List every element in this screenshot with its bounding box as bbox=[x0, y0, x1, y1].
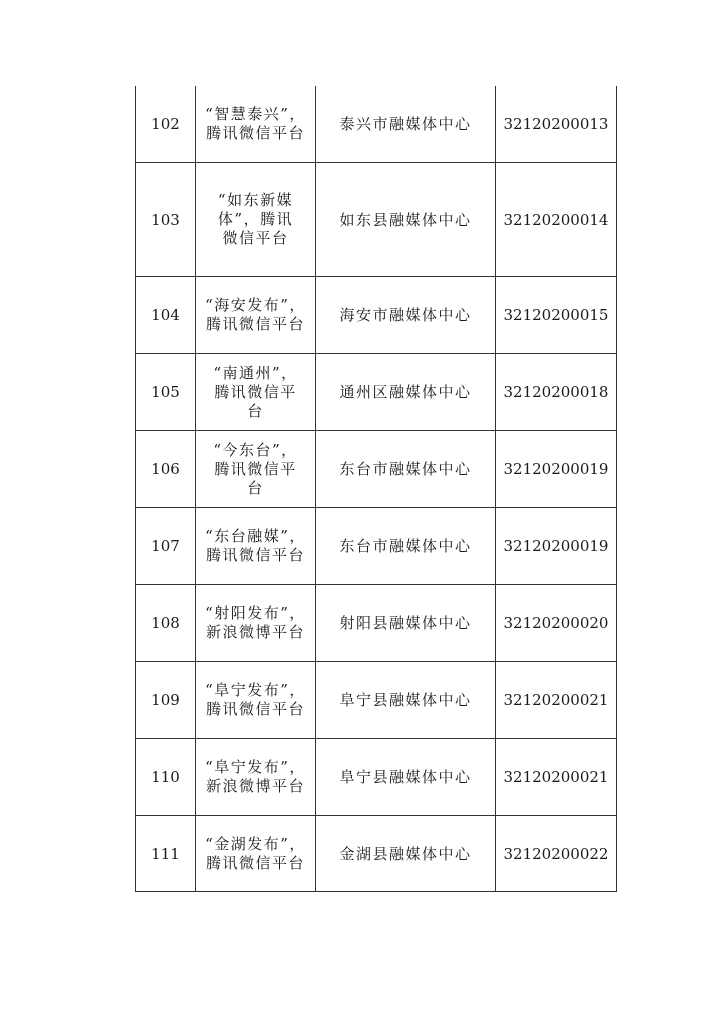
account-name-cell bbox=[196, 354, 316, 431]
account-name-cell bbox=[196, 739, 316, 816]
account-name-text: “海安发布”，腾讯微信平台 bbox=[205, 296, 306, 333]
operator-unit-cell: 阜宁县融媒体中心 bbox=[316, 662, 496, 739]
table-row bbox=[136, 354, 617, 431]
operator-unit-cell: 如东县融媒体中心 bbox=[316, 163, 496, 277]
license-code-cell: 32120200020 bbox=[496, 585, 617, 662]
license-code-cell: 32120200018 bbox=[496, 354, 617, 431]
table-row bbox=[136, 585, 617, 662]
license-code-cell: 32120200022 bbox=[496, 816, 617, 892]
license-code-cell: 32120200021 bbox=[496, 662, 617, 739]
serial-number-cell: 104 bbox=[136, 277, 196, 354]
operator-unit-cell: 东台市融媒体中心 bbox=[316, 508, 496, 585]
operator-unit-cell: 金湖县融媒体中心 bbox=[316, 816, 496, 892]
table-row bbox=[136, 662, 617, 739]
serial-number-cell: 108 bbox=[136, 585, 196, 662]
account-name-cell bbox=[196, 662, 316, 739]
operator-unit-cell: 阜宁县融媒体中心 bbox=[316, 739, 496, 816]
license-code-cell: 32120200013 bbox=[496, 86, 617, 163]
account-name-cell bbox=[196, 277, 316, 354]
account-name-cell bbox=[196, 816, 316, 892]
serial-number-cell: 109 bbox=[136, 662, 196, 739]
operator-unit-cell: 东台市融媒体中心 bbox=[316, 431, 496, 508]
account-name-cell bbox=[196, 431, 316, 508]
table-row bbox=[136, 163, 617, 277]
license-code-cell: 32120200021 bbox=[496, 739, 617, 816]
account-name-text: “金湖发布”，腾讯微信平台 bbox=[205, 834, 306, 872]
account-name-text: “东台融媒”，腾讯微信平台 bbox=[205, 527, 306, 564]
account-name-cell bbox=[196, 86, 316, 163]
table-row bbox=[136, 816, 617, 892]
serial-number-cell: 107 bbox=[136, 508, 196, 585]
serial-number-cell: 106 bbox=[136, 431, 196, 508]
operator-unit-cell: 射阳县融媒体中心 bbox=[316, 585, 496, 662]
serial-number-cell: 111 bbox=[136, 816, 196, 892]
operator-unit-cell: 海安市融媒体中心 bbox=[316, 277, 496, 354]
account-name-text: “如东新媒体”，腾讯微信平台 bbox=[217, 191, 294, 247]
license-code-cell: 32120200019 bbox=[496, 508, 617, 585]
account-name-text: “阜宁发布”，新浪微博平台 bbox=[205, 758, 306, 795]
table-row bbox=[136, 431, 617, 508]
serial-number-cell: 103 bbox=[136, 163, 196, 277]
operator-unit-cell: 泰兴市融媒体中心 bbox=[316, 86, 496, 163]
license-code-cell: 32120200014 bbox=[496, 163, 617, 277]
serial-number-cell: 110 bbox=[136, 739, 196, 816]
table-row bbox=[136, 277, 617, 354]
account-name-cell bbox=[196, 585, 316, 662]
account-name-text: “南通州”，腾讯微信平台 bbox=[213, 363, 298, 420]
account-name-text: “智慧泰兴”，腾讯微信平台 bbox=[205, 105, 306, 142]
serial-number-cell: 102 bbox=[136, 86, 196, 163]
registry-table bbox=[135, 86, 617, 892]
account-name-text: “今东台”，腾讯微信平台 bbox=[213, 440, 298, 497]
serial-number-cell: 105 bbox=[136, 354, 196, 431]
table-row bbox=[136, 739, 617, 816]
account-name-cell bbox=[196, 163, 316, 277]
account-name-text: “阜宁发布”，腾讯微信平台 bbox=[205, 681, 306, 718]
table-row bbox=[136, 86, 617, 163]
table-row bbox=[136, 508, 617, 585]
license-code-cell: 32120200019 bbox=[496, 431, 617, 508]
account-name-cell bbox=[196, 508, 316, 585]
license-code-cell: 32120200015 bbox=[496, 277, 617, 354]
operator-unit-cell: 通州区融媒体中心 bbox=[316, 354, 496, 431]
account-name-text: “射阳发布”，新浪微博平台 bbox=[205, 604, 306, 641]
